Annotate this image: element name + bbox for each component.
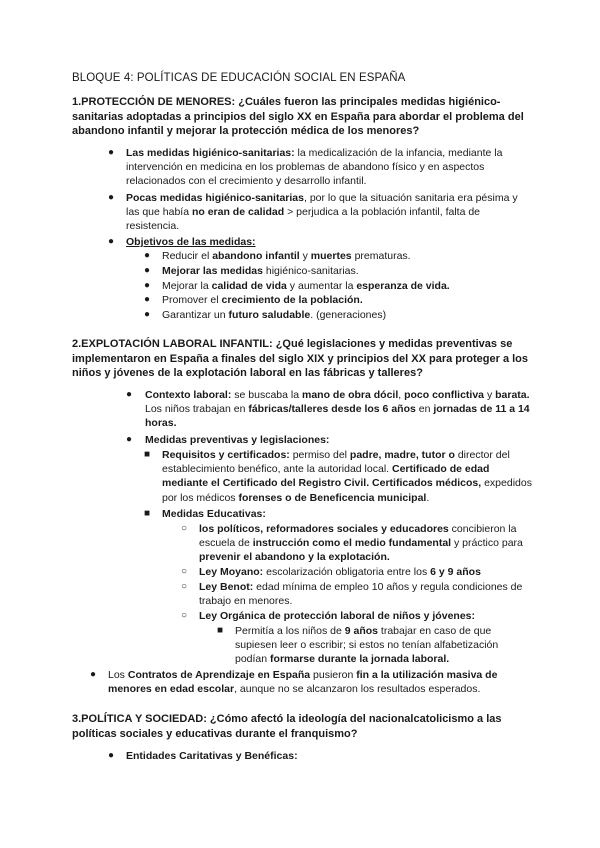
- bullet-disc-icon: ●: [126, 434, 133, 445]
- ley-organica: [199, 609, 529, 623]
- objective-2: [162, 264, 532, 278]
- objective-3: [162, 279, 532, 293]
- objective-3-text-1: Mejorar la: [162, 280, 212, 292]
- bullet-disc-icon: ●: [144, 294, 151, 305]
- section-2-heading: 2.EXPLOTACIÓN LABORAL INFANTIL: ¿Qué legislaciones y medidas preventivas se implementaron en España a finales del siglo XIX y principios del XX para proteger a los niños y jóvenes de la explotación laboral en las fábricas y talleres?: [72, 338, 529, 379]
- s1-item-2-text-1: , por lo que la situación sanitaria era pésima y las que había: [126, 192, 518, 219]
- preventive-measures-heading: Medidas preventivas y legislaciones:: [145, 434, 330, 446]
- objective-1-bold-2: muertes: [310, 250, 352, 262]
- objective-4-text: Promover el: [162, 294, 222, 306]
- objective-4: [162, 293, 532, 307]
- objective-1-text-3: prematuras.: [351, 250, 411, 262]
- requirements-bold-4: forenses o de Beneficencia municipal: [238, 491, 427, 504]
- objective-3-bold-2: esperanza de vida.: [356, 280, 450, 292]
- s1-item-2-bold-2: no eran de calidad: [191, 206, 285, 219]
- ley-organica-text-1: Permitía a los niños de: [235, 625, 345, 637]
- ley-organica-bold-1: 9 años: [344, 625, 378, 637]
- contracts-bold-1: Contratos de Aprendizaje en España: [127, 669, 311, 681]
- bullet-disc-icon: ●: [144, 309, 151, 320]
- edu-measure-1-bold-2: instrucción como el medio fundamental: [252, 537, 452, 550]
- objective-1-text-1: Reducir el: [162, 250, 213, 262]
- bullet-circle-icon: ○: [181, 610, 188, 621]
- context-text-1: se buscaba la: [231, 389, 302, 401]
- objectives-heading: Objetivos de las medidas:: [126, 236, 256, 248]
- bullet-circle-icon: ○: [181, 581, 188, 592]
- objective-4-bold: crecimiento de la población.: [221, 294, 363, 306]
- ley-benot-label: Ley Benot:: [199, 581, 254, 593]
- context-text-2: ,: [398, 389, 405, 401]
- bullet-circle-icon: ○: [181, 566, 188, 577]
- context-text-5: en: [415, 403, 434, 416]
- s3-item-1: [126, 749, 530, 763]
- bullet-disc-icon: ●: [144, 280, 151, 291]
- objective-5-text-2: . (generaciones): [310, 309, 387, 321]
- s1-item-1-bold: Las medidas higiénico-sanitarias:: [126, 147, 295, 159]
- contracts-text-2: pusieron: [310, 669, 357, 681]
- ley-benot: [199, 580, 529, 608]
- bullet-square-icon: ■: [144, 449, 151, 460]
- charitable-entities-heading: Entidades Caritativas y Benéficas:: [126, 750, 298, 762]
- context-text-3: y: [484, 389, 496, 401]
- requirements-bold-3: Certificado de edad mediante el Certificado del Registro Civil. Certificados médicos,: [162, 463, 490, 490]
- ley-organica-text-2: trabajar en caso de que supiesen leer o escribir; si estos no tenían alfabetización podían: [235, 625, 499, 666]
- bullet-disc-icon: ●: [108, 147, 115, 158]
- context-text-4: Los niños trabajan en: [145, 403, 249, 416]
- edu-measure-1-bold-1: los políticos, reformadores sociales y educadores: [199, 523, 449, 535]
- educational-measures-heading: Medidas Educativas:: [162, 508, 266, 520]
- context-bold-6: jornadas de 11 a 14 horas.: [145, 403, 530, 430]
- bullet-disc-icon: ●: [144, 265, 151, 276]
- requirements-text-3: expedidos por los médicos: [162, 477, 532, 504]
- ley-organica-bold-2: formarse durante la jornada laboral.: [270, 653, 450, 666]
- context-bold-4: barata.: [495, 389, 530, 401]
- section-1-heading: 1.PROTECCIÓN DE MENORES: ¿Cuáles fueron las principales medidas higiénico-sanitarias adoptadas a principios del siglo XX en España para abordar el problema del abandono infantil y mejorar la protección médica de los menores?: [72, 96, 524, 137]
- s1-item-3: [126, 235, 530, 249]
- s1-item-1-text: la medicalización de la infancia, mediante la intervención en medicina en los problemas de abandono físico y en aspectos relacionados con el crecimiento y desarrollo infantil.: [126, 147, 503, 188]
- objective-3-bold-1: calidad de vida: [211, 280, 287, 292]
- bullet-square-icon: ■: [144, 508, 151, 519]
- s2-last-item: [108, 668, 532, 696]
- ley-moyano: [199, 565, 529, 579]
- s1-item-2: [126, 191, 530, 234]
- bullet-disc-icon: ●: [108, 750, 115, 761]
- context-label: Contexto laboral:: [145, 389, 232, 401]
- bullet-circle-icon: ○: [181, 523, 188, 534]
- requirements-text-2: director del establecimiento benéfico, ante la autoridad local.: [162, 449, 510, 476]
- s1-item-1: [126, 146, 530, 189]
- objective-1: [162, 249, 532, 263]
- ley-benot-text: edad mínima de empleo 10 años y regula condiciones de trabajo en menores.: [199, 581, 523, 608]
- ley-organica-detail: [235, 624, 531, 667]
- edu-measure-1: [199, 522, 529, 565]
- context-bold-2: mano de obra dócil: [301, 389, 399, 401]
- bullet-square-icon: ■: [217, 625, 224, 636]
- bullet-disc-icon: ●: [126, 389, 133, 400]
- objective-2-text: higiénico-sanitarias.: [262, 265, 359, 277]
- contracts-bold-2: fin a la utilización masiva de menores en edad escolar: [108, 669, 498, 696]
- section-3-heading: 3.POLÍTICA Y SOCIEDAD: ¿Cómo afectó la ideología del nacionalcatolicismo a las políticas sociales y educativas durante el franquismo?: [72, 713, 502, 740]
- objective-3-text-2: y aumentar la: [286, 280, 357, 292]
- objective-5: [162, 308, 532, 322]
- edu-measure-1-bold-3: prevenir el abandono y la explotación.: [199, 551, 390, 564]
- objective-1-bold-1: abandono infantil: [212, 250, 300, 262]
- objective-5-text-1: Garantizar un: [162, 309, 229, 321]
- requirements-text-1: permiso del: [289, 449, 350, 461]
- requirements-text-4: .: [426, 491, 430, 504]
- edu-measure-1-text-2: y práctico para: [451, 537, 523, 550]
- s2-item-1: [145, 388, 533, 431]
- context-bold-5: fábricas/talleres desde los 6 años: [248, 403, 416, 416]
- contracts-text-1: Los: [108, 669, 128, 681]
- objective-1-text-2: y: [299, 250, 311, 262]
- ley-moyano-text: escolarización obligatoria entre los: [263, 566, 431, 578]
- contracts-text-3: , aunque no se alcanzaron los resultados esperados.: [234, 683, 481, 696]
- requirements-item: [162, 448, 534, 505]
- ley-moyano-label: Ley Moyano:: [199, 566, 264, 578]
- ley-organica-label: Ley Orgánica de protección laboral de niños y jóvenes:: [199, 610, 475, 622]
- requirements-label: Requisitos y certificados:: [162, 449, 290, 461]
- edu-measure-1-text-1: concibieron la escuela de: [199, 523, 517, 550]
- requirements-bold-2: padre, madre, tutor o: [349, 449, 455, 461]
- bullet-disc-icon: ●: [108, 236, 115, 247]
- bullet-disc-icon: ●: [90, 669, 97, 680]
- objective-5-bold: futuro saludable: [228, 309, 311, 321]
- s2-item-2: [145, 433, 533, 447]
- bullet-disc-icon: ●: [108, 192, 115, 203]
- ley-moyano-ages: 6 y 9 años: [430, 566, 481, 578]
- context-bold-3: poco conflictiva: [404, 389, 485, 401]
- bullet-disc-icon: ●: [144, 250, 151, 261]
- s1-item-2-bold-1: Pocas medidas higiénico-sanitarias: [126, 192, 304, 204]
- s1-item-2-text-2: > perjudica a la población infantil, falta de resistencia.: [126, 206, 481, 233]
- document-title: BLOQUE 4: POLÍTICAS DE EDUCACIÓN SOCIAL EN ESPAÑA: [72, 72, 406, 84]
- objective-2-bold: Mejorar las medidas: [162, 265, 263, 277]
- educational-measures-item: [162, 507, 534, 521]
